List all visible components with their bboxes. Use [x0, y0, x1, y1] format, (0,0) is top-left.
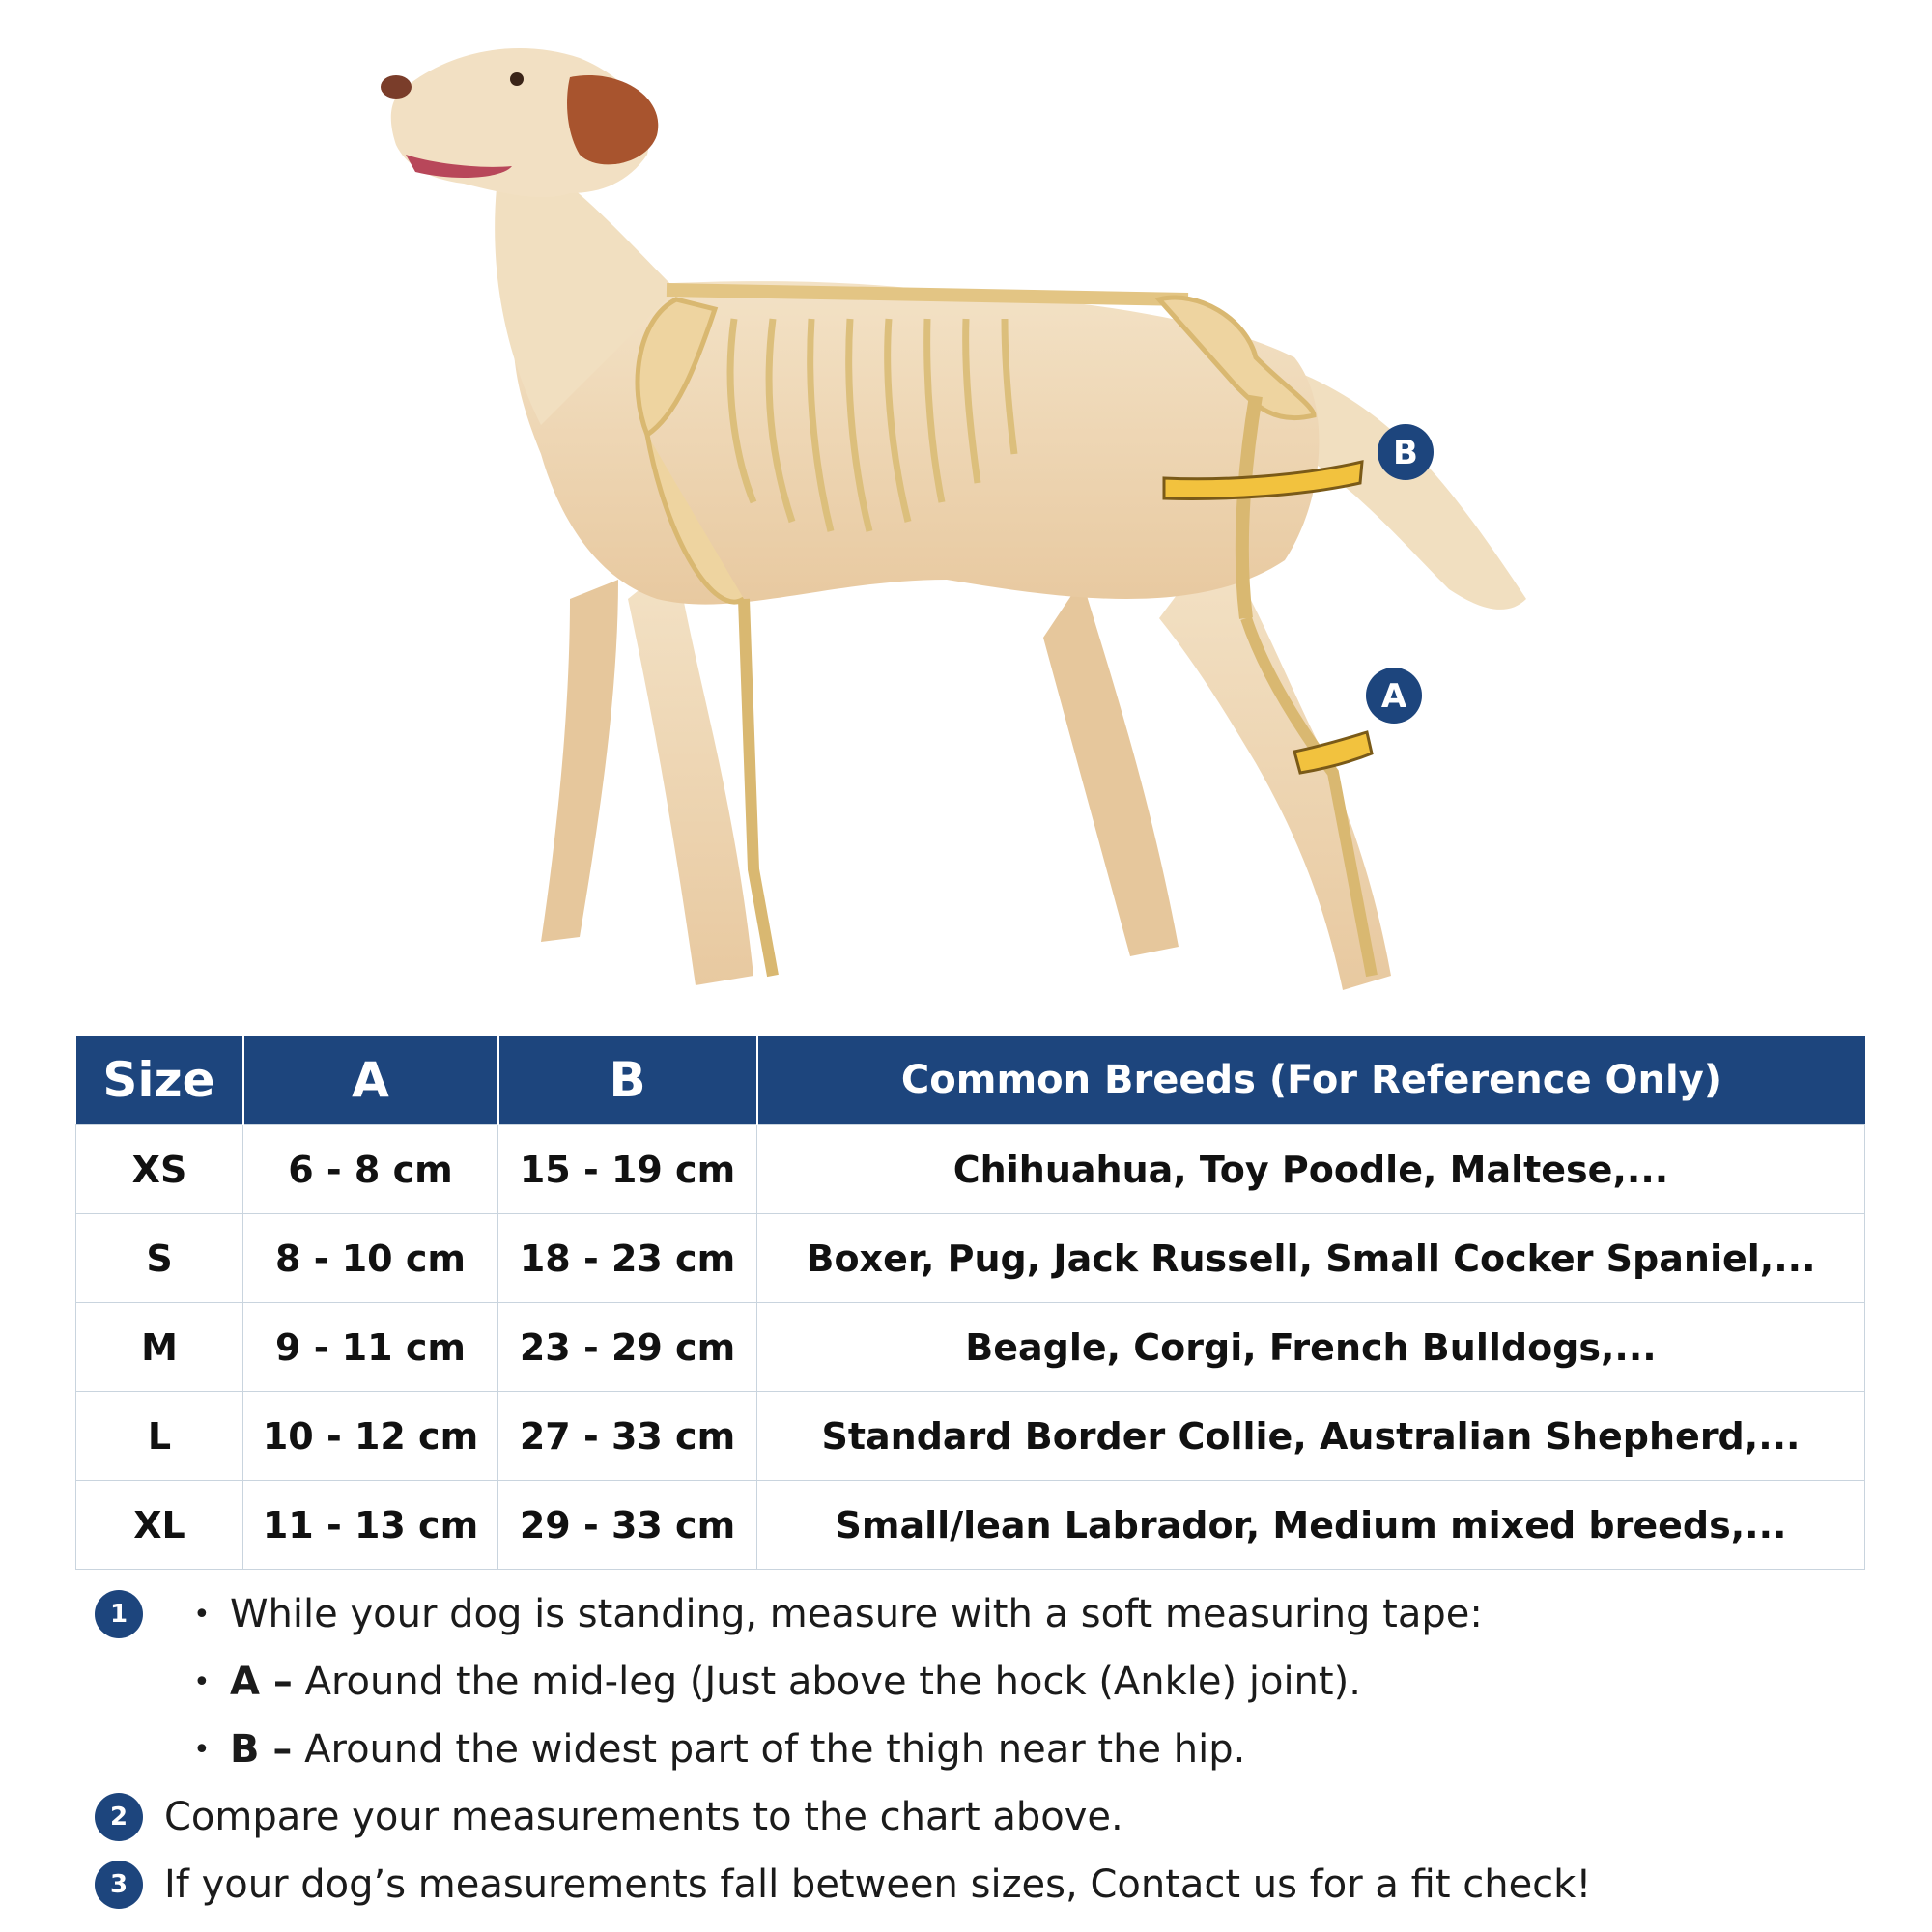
- step-1-badge: 1: [95, 1590, 143, 1638]
- cell-breeds: Beagle, Corgi, French Bulldogs,...: [757, 1303, 1865, 1392]
- table-row: [76, 1392, 1865, 1481]
- cell-b: 29 - 33 cm: [498, 1481, 757, 1570]
- bullet-a-key: A –: [230, 1660, 293, 1704]
- cell-breeds: Boxer, Pug, Jack Russell, Small Cocker Spaniel,...: [757, 1214, 1865, 1303]
- svg-text:B: B: [1393, 434, 1418, 472]
- bullet-a-text: Around the mid-leg (Just above the hock (Ankle) joint).: [292, 1660, 1361, 1704]
- cell-size: XL: [76, 1481, 243, 1570]
- cell-size: M: [76, 1303, 243, 1392]
- bullet-icon: •: [193, 1665, 211, 1699]
- cell-b: 23 - 29 cm: [498, 1303, 757, 1392]
- cell-a: 10 - 12 cm: [243, 1392, 498, 1481]
- table-header-row: [76, 1036, 1865, 1125]
- bullet-b-text: Around the widest part of the thigh near the hip.: [292, 1727, 1246, 1772]
- nose-icon: [381, 75, 412, 99]
- table-row: [76, 1125, 1865, 1214]
- cell-b: 27 - 33 cm: [498, 1392, 757, 1481]
- step-3-text: If your dog’s measurements fall between sizes, Contact us for a fit check!: [164, 1862, 1592, 1907]
- bullet-icon: •: [193, 1733, 211, 1767]
- cell-size: L: [76, 1392, 243, 1481]
- step-3-badge: 3: [95, 1861, 143, 1909]
- cell-size: XS: [76, 1125, 243, 1214]
- svg-text:A: A: [1380, 677, 1407, 716]
- step-2-text: Compare your measurements to the chart above.: [164, 1795, 1123, 1839]
- bullet-b-key: B –: [230, 1727, 293, 1772]
- cell-a: 8 - 10 cm: [243, 1214, 498, 1303]
- bullet-a: [193, 1658, 1361, 1707]
- bullet-b: [193, 1725, 1245, 1775]
- cell-a: 6 - 8 cm: [243, 1125, 498, 1214]
- table-row: [76, 1481, 1865, 1570]
- cell-b: 15 - 19 cm: [498, 1125, 757, 1214]
- table-row: [76, 1303, 1865, 1392]
- step-1-text: • While your dog is standing, measure with a soft measuring tape:: [193, 1590, 1483, 1639]
- step-2-badge: 2: [95, 1793, 143, 1841]
- cell-a: 9 - 11 cm: [243, 1303, 498, 1392]
- header-a: A: [243, 1036, 498, 1125]
- cell-size: S: [76, 1214, 243, 1303]
- cell-breeds: Chihuahua, Toy Poodle, Maltese,...: [757, 1125, 1865, 1214]
- cell-a: 11 - 13 cm: [243, 1481, 498, 1570]
- header-size: Size: [76, 1036, 243, 1125]
- bullet-icon: •: [193, 1598, 211, 1632]
- dog-body: [381, 48, 1526, 990]
- size-chart-table: [75, 1036, 1865, 1570]
- table-row: [76, 1214, 1865, 1303]
- cell-breeds: Small/lean Labrador, Medium mixed breeds,...: [757, 1481, 1865, 1570]
- cell-breeds: Standard Border Collie, Australian Shepherd,...: [757, 1392, 1865, 1481]
- marker-b: [1378, 424, 1434, 480]
- cell-b: 18 - 23 cm: [498, 1214, 757, 1303]
- marker-a: [1366, 668, 1422, 724]
- header-b: B: [498, 1036, 757, 1125]
- header-breeds: Common Breeds (For Reference Only): [757, 1036, 1865, 1125]
